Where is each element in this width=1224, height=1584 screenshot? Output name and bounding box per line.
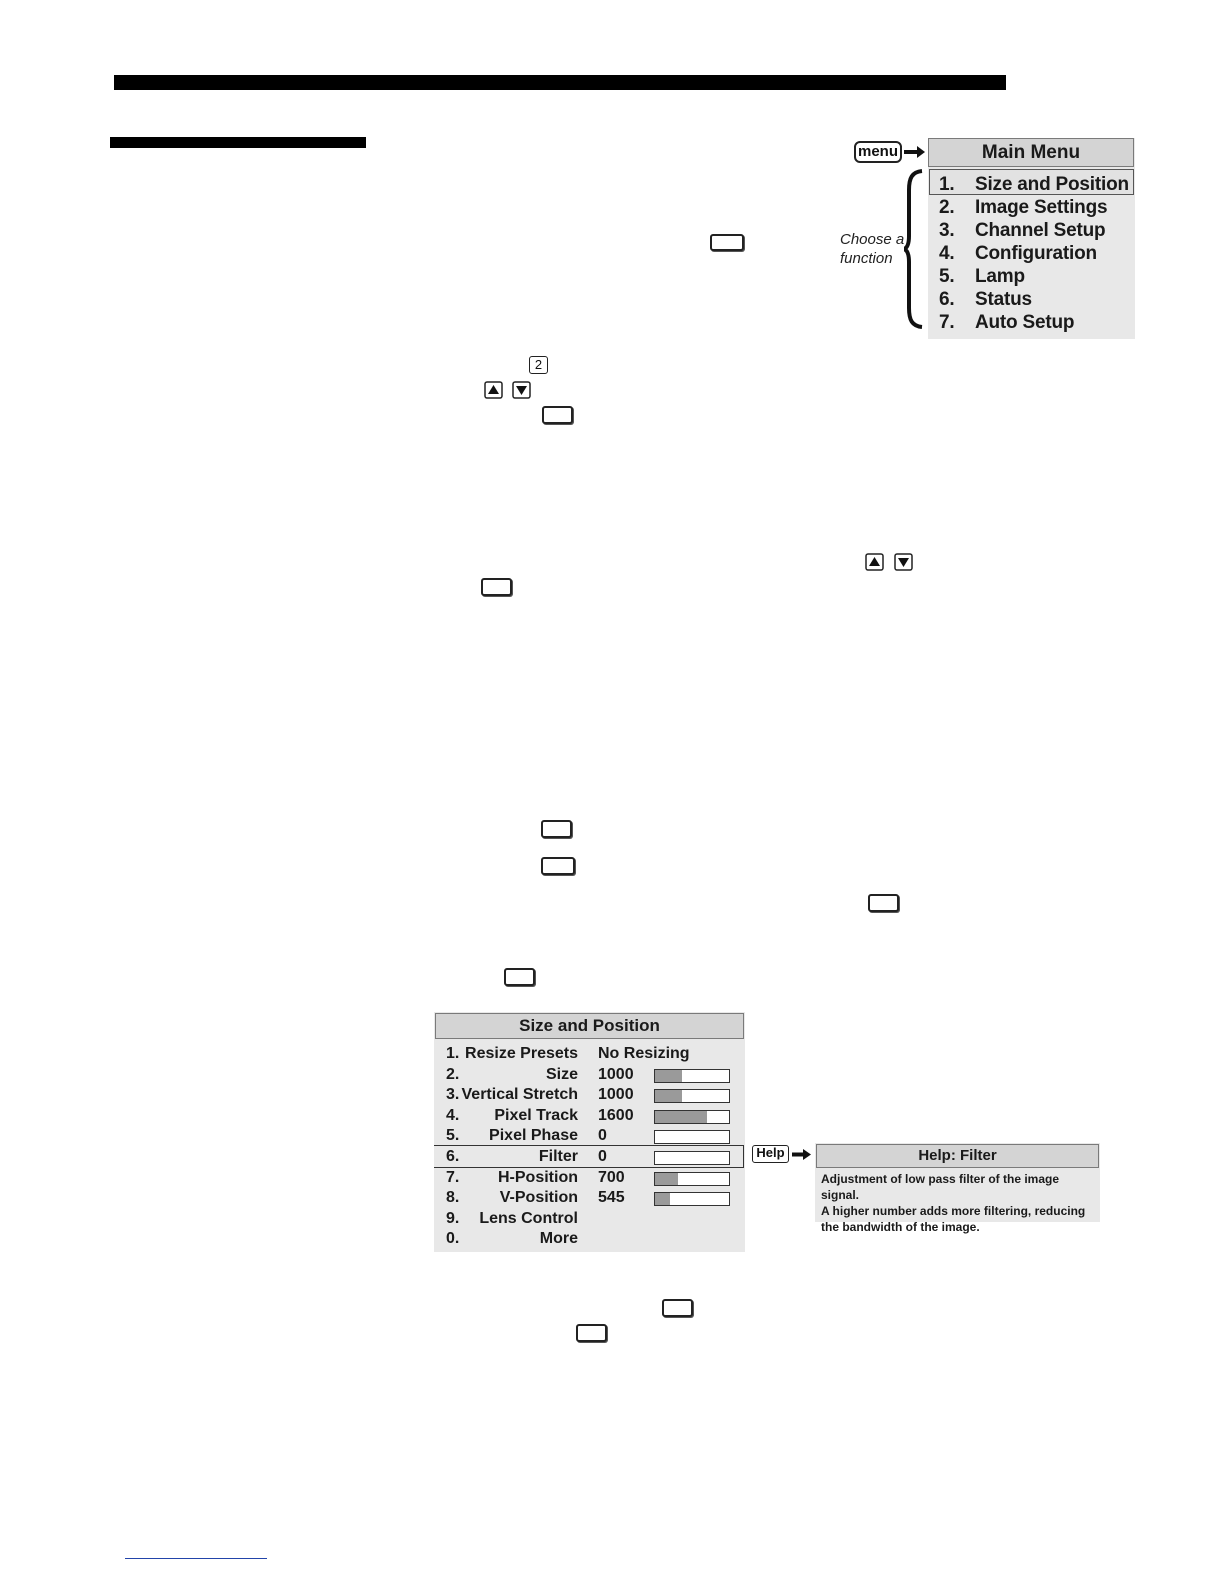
- main-menu-item-label: Size and Position: [975, 174, 1129, 195]
- help-key: Help: [752, 1145, 789, 1163]
- main-menu-item-number: 7.: [939, 312, 955, 333]
- value-slider[interactable]: [654, 1069, 730, 1083]
- slider-fill: [655, 1193, 670, 1205]
- size-position-row[interactable]: [434, 1169, 744, 1189]
- main-menu-item[interactable]: [939, 312, 1129, 334]
- row-value: 0: [598, 1148, 607, 1165]
- main-menu-item-label: Image Settings: [975, 197, 1108, 218]
- up-arrow-key-icon: [865, 553, 884, 571]
- row-value: 1000: [598, 1086, 634, 1104]
- main-menu-item-number: 6.: [939, 289, 955, 310]
- enter-key-icon: [541, 857, 575, 875]
- size-position-row[interactable]: [434, 1230, 744, 1250]
- slider-fill: [655, 1090, 682, 1102]
- main-menu-item[interactable]: [939, 197, 1129, 219]
- main-menu-item[interactable]: [939, 289, 1129, 311]
- main-menu-item-label: Lamp: [975, 266, 1025, 287]
- row-number: 0.: [446, 1230, 460, 1248]
- size-position-row[interactable]: [434, 1107, 744, 1127]
- row-number: 5.: [446, 1127, 460, 1145]
- enter-key-icon: [576, 1324, 607, 1342]
- arrow-right-icon: [904, 145, 926, 159]
- main-menu-item-label: Auto Setup: [975, 312, 1075, 333]
- value-slider[interactable]: [654, 1192, 730, 1206]
- row-label: H-Position: [498, 1168, 578, 1186]
- row-label: Pixel Phase: [489, 1127, 578, 1145]
- digit-key-icon: 2: [529, 356, 548, 374]
- help-line: A higher number adds more filtering, reducing: [821, 1204, 1086, 1218]
- row-number: 3.: [446, 1086, 460, 1104]
- row-number: 2.: [446, 1065, 460, 1083]
- row-label: Vertical Stretch: [461, 1086, 578, 1104]
- row-value: No Resizing: [598, 1045, 690, 1062]
- up-arrow-key-icon: [484, 381, 503, 399]
- main-menu-item-number: 2.: [939, 197, 955, 218]
- header-rule: [114, 75, 1006, 90]
- row-value: 545: [598, 1189, 625, 1207]
- row-value: 700: [598, 1168, 625, 1186]
- caption-line-2: function: [840, 250, 893, 267]
- size-position-row[interactable]: [434, 1045, 744, 1065]
- main-menu-item[interactable]: [939, 220, 1129, 242]
- row-value: 1000: [598, 1065, 634, 1083]
- row-value: 0: [598, 1127, 607, 1145]
- size-position-panel: [434, 1012, 745, 1252]
- size-position-title: Size and Position: [435, 1013, 744, 1039]
- main-menu-item-label: Channel Setup: [975, 220, 1106, 241]
- footer-rule: [125, 1558, 267, 1559]
- enter-key-icon: [481, 578, 512, 596]
- main-menu-item[interactable]: [939, 266, 1129, 288]
- enter-key-icon: [710, 234, 744, 251]
- down-arrow-key-icon: [512, 381, 531, 399]
- size-position-row[interactable]: [434, 1086, 744, 1106]
- size-position-row[interactable]: [434, 1189, 744, 1209]
- section-rule: [110, 137, 366, 148]
- value-slider[interactable]: [654, 1089, 730, 1103]
- enter-key-icon: [868, 894, 899, 912]
- caption-line-1: Choose a: [840, 231, 905, 248]
- row-label: Filter: [538, 1148, 578, 1165]
- help-body: [821, 1171, 1099, 1235]
- main-menu-item[interactable]: [939, 174, 1129, 196]
- row-label: Lens Control: [479, 1209, 578, 1227]
- row-number: 8.: [446, 1189, 460, 1207]
- enter-key-icon: [662, 1299, 693, 1317]
- enter-key-icon: [541, 820, 572, 838]
- help-line: Adjustment of low pass filter of the image signal.: [821, 1172, 1060, 1202]
- filter-row-highlight: [434, 1145, 744, 1168]
- main-menu-item-number: 3.: [939, 220, 955, 241]
- slider-fill: [655, 1070, 682, 1082]
- row-number: 4.: [446, 1106, 460, 1124]
- main-menu-item[interactable]: [939, 243, 1129, 265]
- main-menu-item-label: Status: [975, 289, 1032, 310]
- value-slider[interactable]: [654, 1172, 730, 1186]
- row-number: 7.: [446, 1168, 460, 1186]
- main-menu-item-number: 4.: [939, 243, 955, 264]
- help-title: Help: Filter: [816, 1144, 1099, 1168]
- row-number: 9.: [446, 1209, 460, 1227]
- enter-key-icon: [504, 968, 535, 986]
- size-position-row[interactable]: [434, 1066, 744, 1086]
- enter-key-icon: [542, 406, 573, 424]
- row-label: Resize Presets: [465, 1045, 578, 1062]
- slider-fill: [655, 1173, 678, 1185]
- help-line: the bandwidth of the image.: [821, 1220, 980, 1234]
- choose-caption: [840, 230, 920, 268]
- value-slider[interactable]: [654, 1130, 730, 1144]
- main-menu-item-label: Configuration: [975, 243, 1097, 264]
- main-menu-title: Main Menu: [928, 138, 1134, 167]
- row-label: Pixel Track: [494, 1106, 578, 1124]
- row-label: V-Position: [499, 1189, 578, 1207]
- main-menu-panel: [928, 138, 1135, 339]
- size-position-row[interactable]: [434, 1210, 744, 1230]
- value-slider[interactable]: [654, 1110, 730, 1124]
- main-menu-item-number: 1.: [939, 174, 955, 195]
- row-number: 1.: [446, 1045, 460, 1062]
- help-panel: [815, 1143, 1100, 1234]
- row-label: Size: [545, 1065, 578, 1083]
- menu-key: menu: [854, 141, 902, 163]
- down-arrow-key-icon: [894, 553, 913, 571]
- main-menu-item-number: 5.: [939, 266, 955, 287]
- row-value: 1600: [598, 1106, 634, 1124]
- arrow-right-icon: [792, 1148, 812, 1161]
- slider-fill: [655, 1111, 707, 1123]
- row-number: 6.: [446, 1148, 460, 1165]
- row-label: More: [539, 1230, 578, 1248]
